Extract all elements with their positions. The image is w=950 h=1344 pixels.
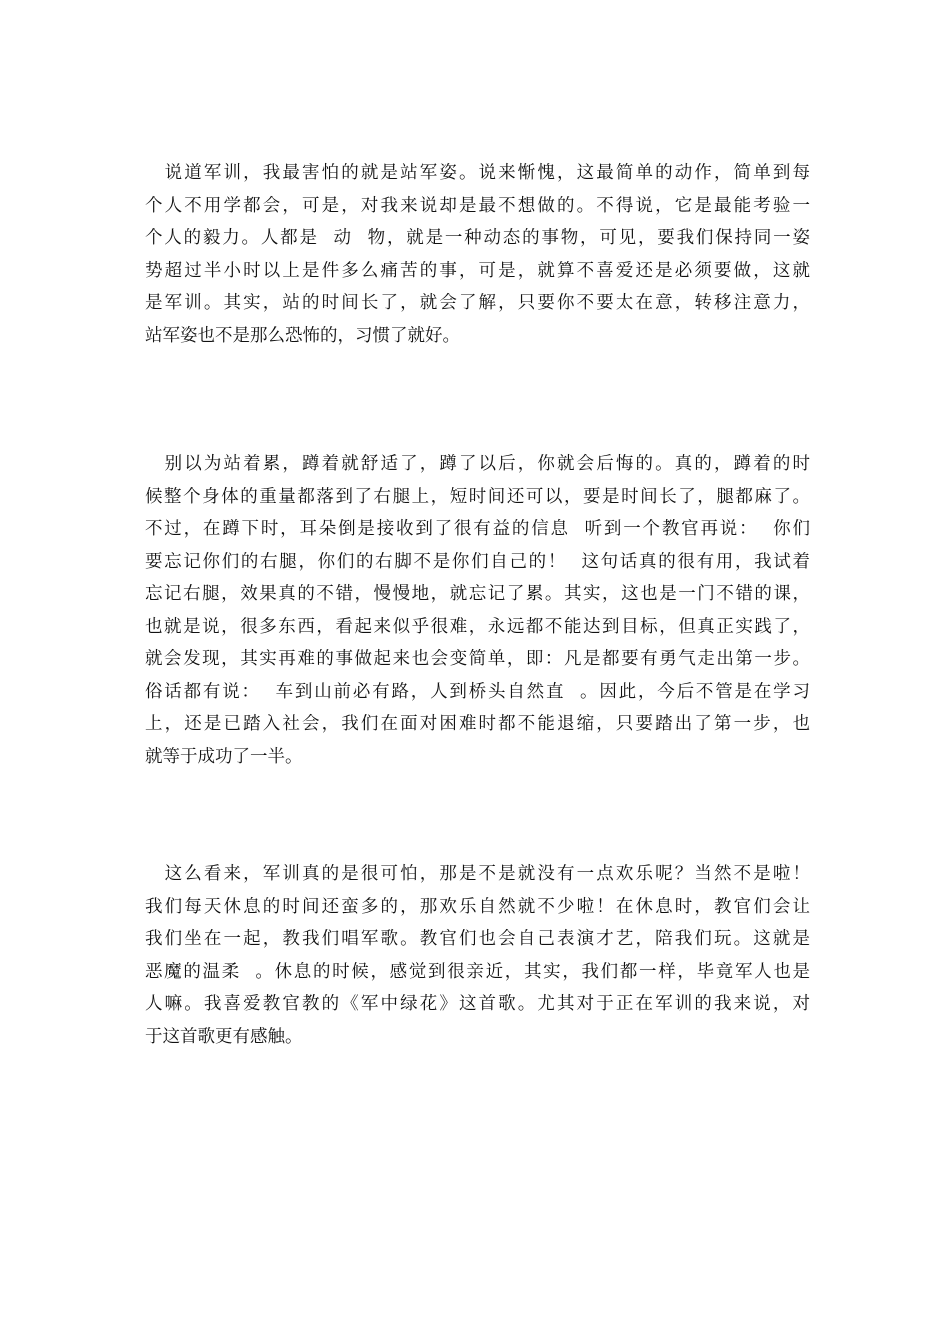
text-line: 就等于成功了一半。: [145, 746, 303, 767]
text-line: 要忘记你们的右腿，你们的右脚不是你们自己的！ 这句话真的很有用，我试着: [145, 551, 810, 572]
paragraph-rest-time: [145, 858, 810, 1053]
text-line: 不过，在蹲下时，耳朵倒是接收到了很有益的信息 听到一个教官再说： 你们: [145, 519, 810, 539]
text-line: 个人的毅力。人都是 动 物，就是一种动态的事物，可见，要我们保持同一姿: [145, 228, 810, 248]
text-line: 俗话都有说： 车到山前必有路，人到桥头自然直 。因此，今后不管是在学习: [145, 681, 810, 702]
text-line: 于这首歌更有感触。: [145, 1026, 303, 1047]
text-line: 人嘛。我喜爱教官教的《军中绿花》这首歌。尤其对于正在军训的我来说，对: [145, 994, 810, 1014]
text-line: 上，还是已踏入社会，我们在面对困难时都不能退缩，只要踏出了第一步，也: [145, 714, 810, 734]
text-line: 我们每天休息的时间还蛮多的，那欢乐自然就不少啦！在休息时，教官们会让: [145, 896, 810, 917]
text-line: 就会发现，其实再难的事做起来也会变简单，即：凡是都要有勇气走出第一步。: [145, 649, 810, 669]
paragraph-standing-at-attention: [145, 157, 810, 352]
text-line: 这么看来，军训真的是很可怕，那是不是就没有一点欢乐呢？当然不是啦！: [145, 864, 810, 884]
paragraph-squatting: [145, 448, 810, 773]
text-line: 我们坐在一起，教我们唱军歌。教官们也会自己表演才艺，陪我们玩。这就是: [145, 929, 810, 949]
text-line: 说道军训，我最害怕的就是站军姿。说来惭愧，这最简单的动作，简单到每: [145, 163, 810, 183]
text-line: 恶魔的温柔 。休息的时候，感觉到很亲近，其实，我们都一样，毕竟军人也是: [145, 961, 810, 982]
text-line: 个人不用学都会，可是，对我来说却是最不想做的。不得说，它是最能考验一: [145, 195, 810, 216]
text-line: 候整个身体的重量都落到了右腿上，短时间还可以，要是时间长了，腿都麻了。: [145, 486, 810, 507]
text-line: 势超过半小时以上是件多么痛苦的事，可是，就算不喜爱还是必须要做，这就: [145, 260, 810, 281]
text-line: 忘记右腿，效果真的不错，慢慢地，就忘记了累。其实，这也是一门不错的课，: [145, 584, 810, 604]
text-line: 别以为站着累，蹲着就舒适了，蹲了以后，你就会后悔的。真的，蹲着的时: [145, 454, 810, 474]
text-line: 是军训。其实，站的时间长了，就会了解，只要你不要太在意，转移注意力，: [145, 293, 810, 313]
text-line: 也就是说，很多东西，看起来似乎很难，永远都不能达到目标，但真正实践了，: [145, 616, 810, 637]
text-line: 站军姿也不是那么恐怖的，习惯了就好。: [145, 325, 460, 346]
